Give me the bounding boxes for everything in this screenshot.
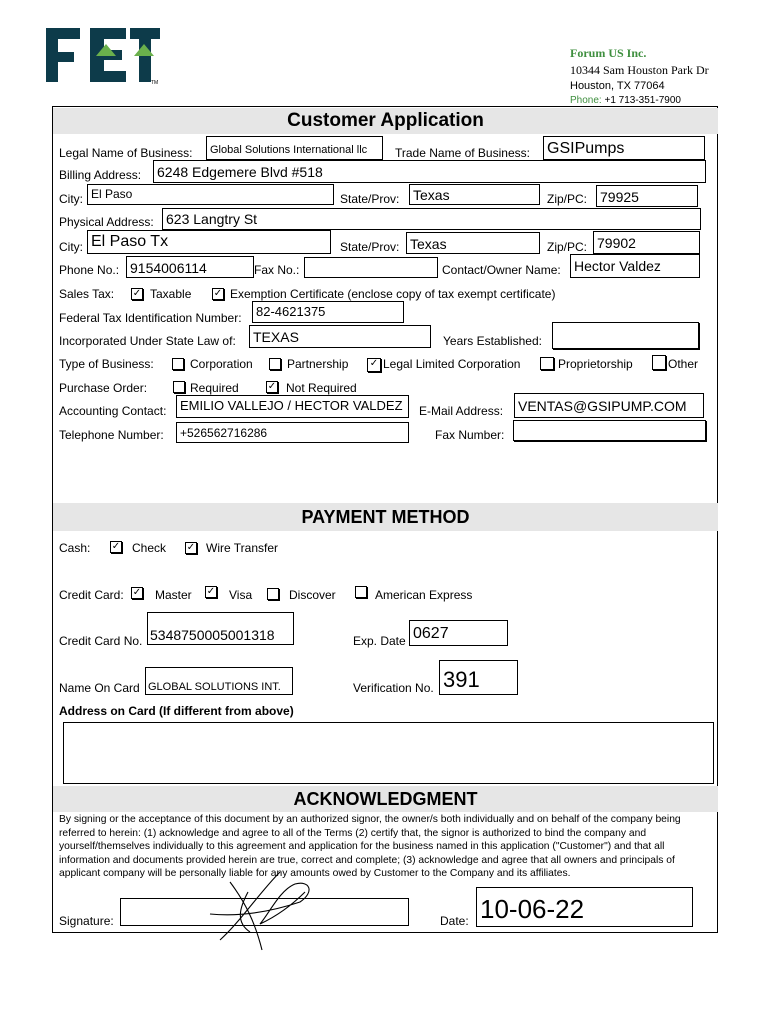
accounting-label: Accounting Contact: <box>59 404 167 418</box>
cc-no-label: Credit Card No. <box>59 634 143 648</box>
physical-address-label: Physical Address: <box>59 215 154 229</box>
date-field[interactable]: 10-06-22 <box>476 887 693 927</box>
incorporated-field[interactable]: TEXAS <box>249 325 431 348</box>
phone-field[interactable]: 9154006114 <box>126 256 254 278</box>
trade-name-label: Trade Name of Business: <box>395 146 530 160</box>
proprietorship-label: Proprietorship <box>558 357 633 371</box>
billing-address-field[interactable]: 6248 Edgemere Blvd #518 <box>153 160 706 183</box>
trade-name-field[interactable]: GSIPumps <box>543 136 705 160</box>
name-on-card-label: Name On Card <box>59 681 140 695</box>
fax-number-label: Fax Number: <box>435 428 505 442</box>
payment-title: PAYMENT METHOD <box>53 503 718 531</box>
other-checkbox[interactable] <box>652 355 666 370</box>
master-checkbox[interactable]: ✓ <box>132 587 142 598</box>
cash-label: Cash: <box>59 541 91 555</box>
email-label: E-Mail Address: <box>419 404 504 418</box>
billing-city-label: City: <box>59 192 83 206</box>
master-label: Master <box>155 588 192 602</box>
incorporated-label: Incorporated Under State Law of: <box>59 334 236 348</box>
years-label: Years Established: <box>443 334 542 348</box>
exp-label: Exp. Date <box>353 634 406 648</box>
contact-label: Contact/Owner Name: <box>442 263 561 277</box>
ack-text: By signing or the acceptance of this document by an authorized signor, the owner/s both individually and on behalf of the company being referred to herein: (1) acknowledge and agree to all of the Terms (2) certify that, the signor is authorized to bind the company and yourself/themselves individually to this agreement and application for the business named in this application ("Customer") and that all information and documents provided herein are true, correct and complete; (3) acknowledge and agree that all owners and principals of applicant company will be personally liable for any amounts owed by Customer to the Company and its affiliates. <box>59 814 681 880</box>
physical-zip-field[interactable]: 79902 <box>593 231 700 254</box>
visa-checkbox[interactable]: ✓ <box>206 586 216 597</box>
legal-name-field[interactable]: Global Solutions International llc <box>206 136 383 160</box>
fed-tax-field[interactable]: 82-4621375 <box>252 301 404 323</box>
fet-logo-icon <box>46 26 162 86</box>
po-not-required-checkbox[interactable]: ✓ <box>267 381 277 392</box>
physical-address-field[interactable]: 623 Langtry St <box>162 208 701 230</box>
amex-label: American Express <box>375 588 473 602</box>
signature-scribble-icon <box>200 862 320 952</box>
telephone-field[interactable]: +526562716286 <box>176 422 409 443</box>
fax-field[interactable] <box>304 257 438 278</box>
discover-label: Discover <box>289 588 336 602</box>
corporation-checkbox[interactable] <box>172 358 184 370</box>
company-logo <box>46 26 162 86</box>
company-phone-label: Phone: <box>570 95 602 106</box>
name-on-card-field[interactable]: GLOBAL SOLUTIONS INT. <box>145 667 293 695</box>
type-label: Type of Business: <box>59 357 154 371</box>
po-not-required-label: Not Required <box>286 381 357 395</box>
partnership-checkbox[interactable] <box>269 358 281 370</box>
fax-number-field[interactable] <box>513 420 706 441</box>
company-address-line2: Houston, TX 77064 <box>570 80 665 92</box>
form-title: Customer Application <box>53 108 718 134</box>
trademark: TM <box>151 80 159 86</box>
years-field[interactable] <box>552 322 699 349</box>
physical-city-label: City: <box>59 240 83 254</box>
address-card-label: Address on Card (If different from above) <box>59 704 294 718</box>
billing-city-field[interactable]: El Paso <box>87 184 334 205</box>
fax-label: Fax No.: <box>254 263 300 277</box>
phone-label: Phone No.: <box>59 263 120 277</box>
fed-tax-label: Federal Tax Identification Number: <box>59 311 242 325</box>
physical-zip-label: Zip/PC: <box>547 240 588 254</box>
date-label: Date: <box>440 914 469 928</box>
check-label: Check <box>132 541 167 555</box>
visa-label: Visa <box>229 588 253 602</box>
exp-field[interactable]: 0627 <box>409 620 508 646</box>
cc-no-field[interactable]: 5348750005001318 <box>147 612 294 645</box>
email-field[interactable]: VENTAS@GSIPUMP.COM <box>514 393 704 418</box>
address-card-field[interactable] <box>63 722 714 784</box>
corporation-label: Corporation <box>190 357 253 371</box>
other-label: Other <box>668 357 699 371</box>
sales-tax-label: Sales Tax: <box>59 287 115 301</box>
llc-checkbox[interactable]: ✓ <box>367 358 381 372</box>
partnership-label: Partnership <box>287 357 349 371</box>
exemption-label: Exemption Certificate (enclose copy of tax exempt certificate) <box>230 287 556 301</box>
billing-zip-label: Zip/PC: <box>547 192 588 206</box>
contact-field[interactable]: Hector Valdez <box>570 254 700 278</box>
llc-label: Legal Limited Corporation <box>383 357 521 371</box>
legal-name-label: Legal Name of Business: <box>59 146 193 160</box>
exemption-checkbox[interactable]: ✓ <box>213 288 223 299</box>
proprietorship-checkbox[interactable] <box>540 357 554 370</box>
verification-label: Verification No. <box>353 681 434 695</box>
po-required-label: Required <box>190 381 239 395</box>
ack-title: ACKNOWLEDGMENT <box>53 786 718 812</box>
po-required-checkbox[interactable] <box>173 381 185 393</box>
signature-label: Signature: <box>59 914 114 928</box>
billing-state-field[interactable]: Texas <box>409 184 540 205</box>
taxable-label: Taxable <box>150 287 192 301</box>
accounting-field[interactable]: EMILIO VALLEJO / HECTOR VALDEZ <box>176 395 409 418</box>
physical-city-field[interactable]: El Paso Tx <box>87 230 331 254</box>
credit-card-label: Credit Card: <box>59 588 124 602</box>
physical-state-label: State/Prov: <box>340 240 400 254</box>
physical-state-field[interactable]: Texas <box>406 232 540 254</box>
wire-checkbox[interactable]: ✓ <box>186 542 196 553</box>
company-name: Forum US Inc. <box>570 46 647 60</box>
check-checkbox[interactable]: ✓ <box>111 541 121 552</box>
telephone-label: Telephone Number: <box>59 428 164 442</box>
billing-zip-field[interactable]: 79925 <box>596 185 698 207</box>
amex-checkbox[interactable] <box>355 586 367 598</box>
po-label: Purchase Order: <box>59 381 148 395</box>
taxable-checkbox[interactable]: ✓ <box>132 288 142 299</box>
wire-label: Wire Transfer <box>206 541 279 555</box>
discover-checkbox[interactable] <box>267 588 279 600</box>
company-phone-value: +1 713-351-7900 <box>604 95 681 106</box>
company-address-line1: 10344 Sam Houston Park Dr <box>570 63 709 77</box>
billing-address-label: Billing Address: <box>59 168 142 182</box>
company-phone <box>570 95 681 106</box>
billing-state-label: State/Prov: <box>340 192 400 206</box>
verification-field[interactable]: 391 <box>439 660 518 695</box>
